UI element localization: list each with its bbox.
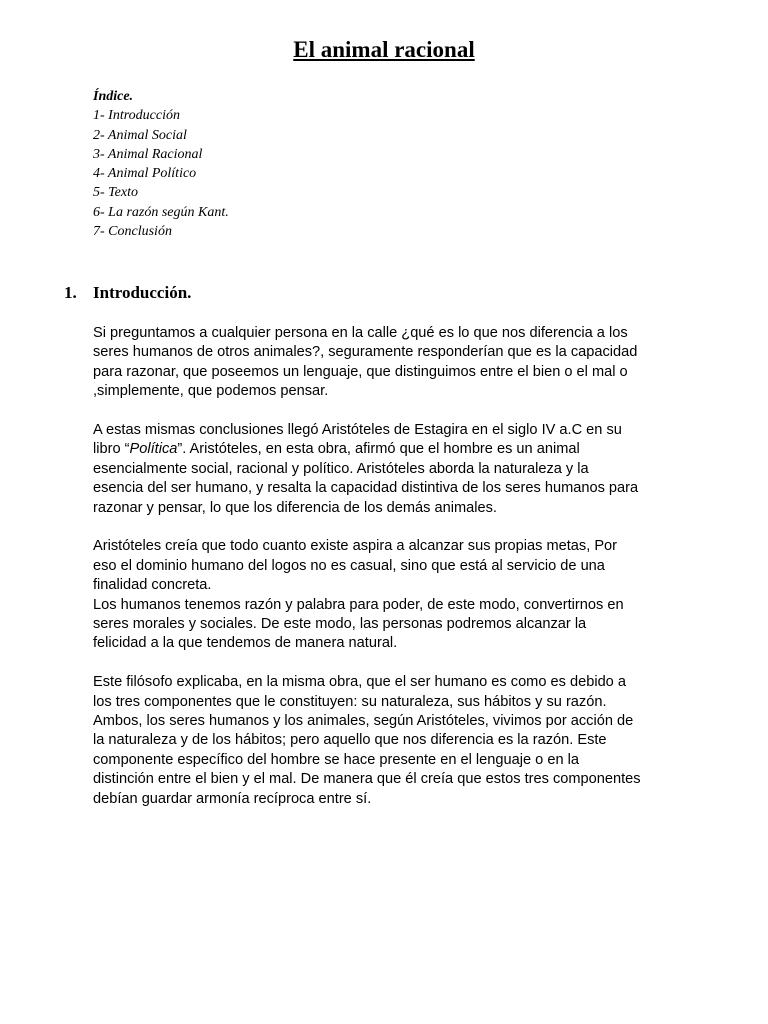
paragraph-3: [93, 537, 683, 595]
index-item-animal-politico: 4- Animal Político: [93, 166, 197, 182]
document-title: El animal racional: [293, 37, 475, 62]
text-line: eso el dominio humano del logos no es casual, sino que está al servicio de una: [93, 557, 605, 574]
index-item-texto: 5- Texto: [93, 185, 138, 201]
text-line: debían guardar armonía recíproca entre sí.: [93, 790, 372, 807]
text-line: ,simplemente, que podemos pensar.: [93, 383, 329, 400]
index-item-conclusion: 7- Conclusión: [93, 224, 172, 240]
book-title: Política: [129, 441, 178, 458]
text-line: Este filósofo explicaba, en la misma obra, que el ser humano es como es debido a: [93, 674, 626, 691]
text-fragment: libro “: [93, 441, 130, 458]
text-line: esencia del ser humano, y resalta la capacidad distintiva de los seres humanos para: [93, 480, 639, 497]
text-line: esencialmente social, racional y político. Aristóteles aborda la naturaleza y la: [93, 460, 589, 477]
text-line: seres morales y sociales. De este modo, las personas podremos alcanzar la: [93, 616, 587, 633]
text-line-with-book-title: [93, 440, 683, 459]
section-body: [93, 324, 683, 809]
paragraph-gap: [93, 654, 683, 673]
index-item-animal-social: 2- Animal Social: [93, 127, 187, 143]
text-line: Aristóteles creía que todo cuanto existe aspira a alcanzar sus propias metas, Por: [93, 538, 618, 555]
paragraph-1: [93, 324, 683, 402]
paragraph-4: [93, 596, 683, 654]
text-fragment: ”. Aristóteles, en esta obra, afirmó que el hombre es un animal: [177, 441, 580, 458]
text-line: Ambos, los seres humanos y los animales, según Aristóteles, vivimos por acción de: [93, 713, 634, 730]
text-line: componente específico del hombre se hace presente en el lenguaje o en la: [93, 751, 579, 768]
index-item-introduccion: 1- Introducción: [93, 108, 180, 124]
text-line: para razonar, que poseemos un lenguaje, que distinguimos entre el bien o el mal o: [93, 363, 628, 380]
text-line: Los humanos tenemos razón y palabra para poder, de este modo, convertirnos en: [93, 596, 624, 613]
index-heading: Índice.: [93, 89, 134, 104]
index-item-razon-kant: 6- La razón según Kant.: [93, 204, 229, 220]
paragraph-2: [93, 421, 683, 518]
section-heading-introduccion: [64, 282, 191, 304]
paragraph-gap: [93, 518, 683, 537]
paragraph-5: [93, 673, 683, 809]
text-line: razonar y pensar, lo que los diferencia de los demás animales.: [93, 499, 497, 516]
paragraph-gap: [93, 402, 683, 421]
text-line: los tres componentes que le constituyen: su naturaleza, sus hábitos y su razón.: [93, 693, 607, 710]
text-line: finalidad concreta.: [93, 577, 212, 594]
text-line: felicidad a la que tendemos de manera natural.: [93, 635, 398, 652]
section-number: 1.: [64, 283, 77, 302]
text-line: A estas mismas conclusiones llegó Aristóteles de Estagira en el siglo IV a.C en su: [93, 422, 622, 439]
table-of-contents: [93, 87, 229, 241]
section-title: Introducción.: [93, 283, 192, 302]
text-line: seres humanos de otros animales?, seguramente responderían que es la capacidad: [93, 344, 638, 361]
text-line: distinción entre el bien y el mal. De manera que él creía que estos tres componentes: [93, 771, 641, 788]
index-item-animal-racional: 3- Animal Racional: [93, 146, 203, 162]
text-line: la naturaleza y de los hábitos; pero aquello que nos diferencia es la razón. Este: [93, 732, 607, 749]
text-line: Si preguntamos a cualquier persona en la calle ¿qué es lo que nos diferencia a los: [93, 325, 628, 341]
